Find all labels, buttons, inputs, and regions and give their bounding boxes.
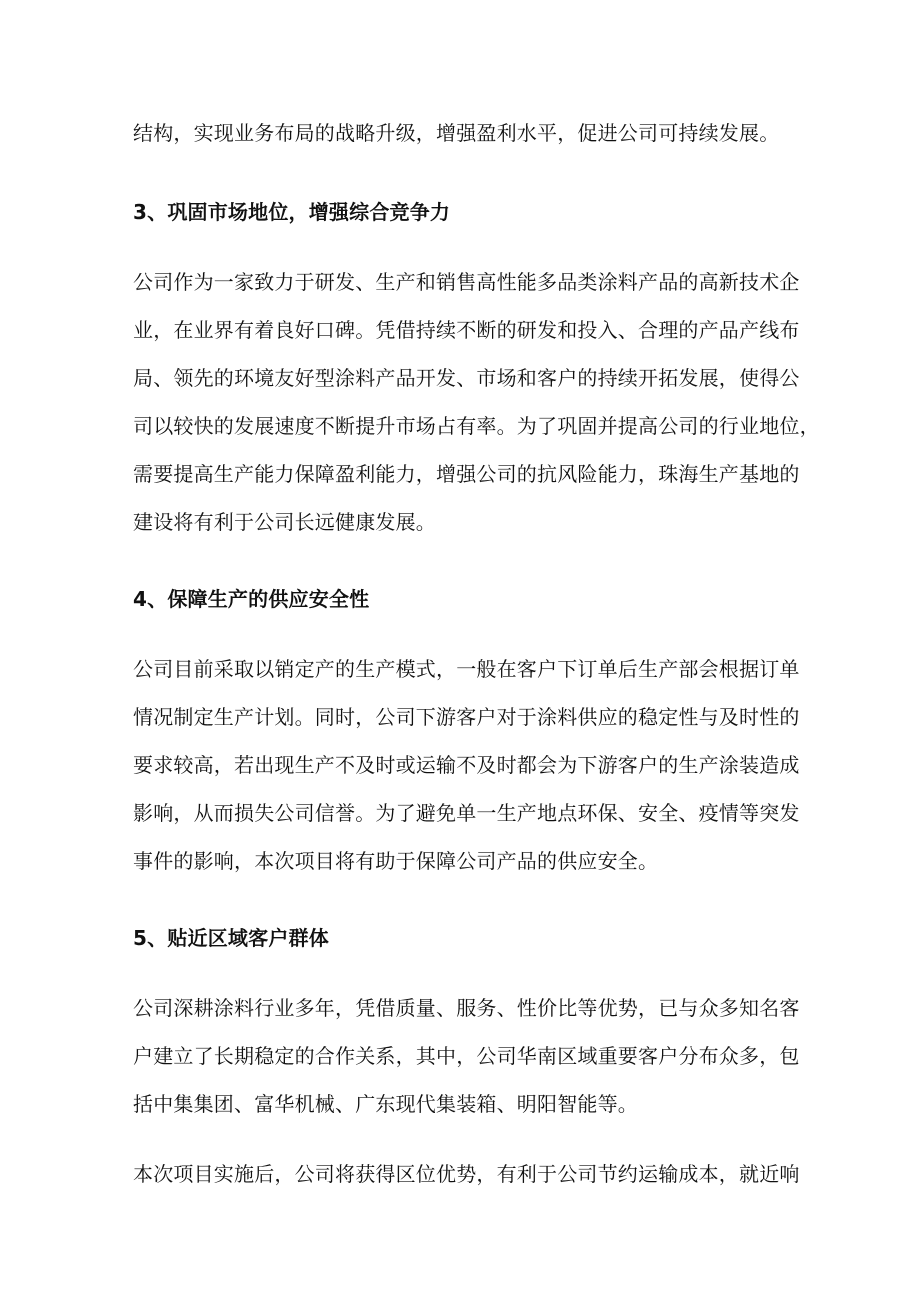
paragraph-line: 建设将有利于公司长远健康发展。 — [133, 510, 436, 534]
paragraph-line: 司以较快的发展速度不断提升市场占有率。为了巩固并提高公司的行业地位， — [133, 414, 820, 438]
paragraph-line: 户建立了长期稳定的合作关系，其中，公司华南区域重要客户分布众多，包 — [133, 1044, 800, 1068]
paragraph-line: 要求较高，若出现生产不及时或运输不及时都会为下游客户的生产涂装造成 — [133, 753, 800, 777]
paragraph-line: 事件的影响，本次项目将有助于保障公司产品的供应安全。 — [133, 849, 659, 873]
section-4-heading: 4、保障生产的供应安全性 — [133, 587, 370, 611]
section-3-heading: 3、巩固市场地位，增强综合竞争力 — [133, 200, 451, 224]
paragraph-line: 本次项目实施后，公司将获得区位优势，有利于公司节约运输成本，就近响 — [133, 1162, 800, 1186]
paragraph-line: 业，在业界有着良好口碑。凭借持续不断的研发和投入、合理的产品产线布 — [133, 318, 800, 342]
paragraph-line: 结构，实现业务布局的战略升级，增强盈利水平，促进公司可持续发展。 — [133, 121, 780, 145]
paragraph-line: 局、领先的环境友好型涂料产品开发、市场和客户的持续开拓发展，使得公 — [133, 366, 800, 390]
section-5-heading: 5、贴近区域客户群体 — [133, 926, 329, 950]
paragraph-line: 公司深耕涂料行业多年，凭借质量、服务、性价比等优势，已与众多知名客 — [133, 996, 800, 1020]
paragraph-line: 影响，从而损失公司信誉。为了避免单一生产地点环保、安全、疫情等突发 — [133, 801, 800, 825]
paragraph-line: 情况制定生产计划。同时，公司下游客户对于涂料供应的稳定性与及时性的 — [133, 705, 800, 729]
paragraph-line: 括中集集团、富华机械、广东现代集装箱、明阳智能等。 — [133, 1092, 638, 1116]
paragraph-line: 公司作为一家致力于研发、生产和销售高性能多品类涂料产品的高新技术企 — [133, 270, 800, 294]
paragraph-line: 需要提高生产能力保障盈利能力，增强公司的抗风险能力，珠海生产基地的 — [133, 462, 800, 486]
paragraph-line: 公司目前采取以销定产的生产模式，一般在客户下订单后生产部会根据订单 — [133, 657, 800, 681]
